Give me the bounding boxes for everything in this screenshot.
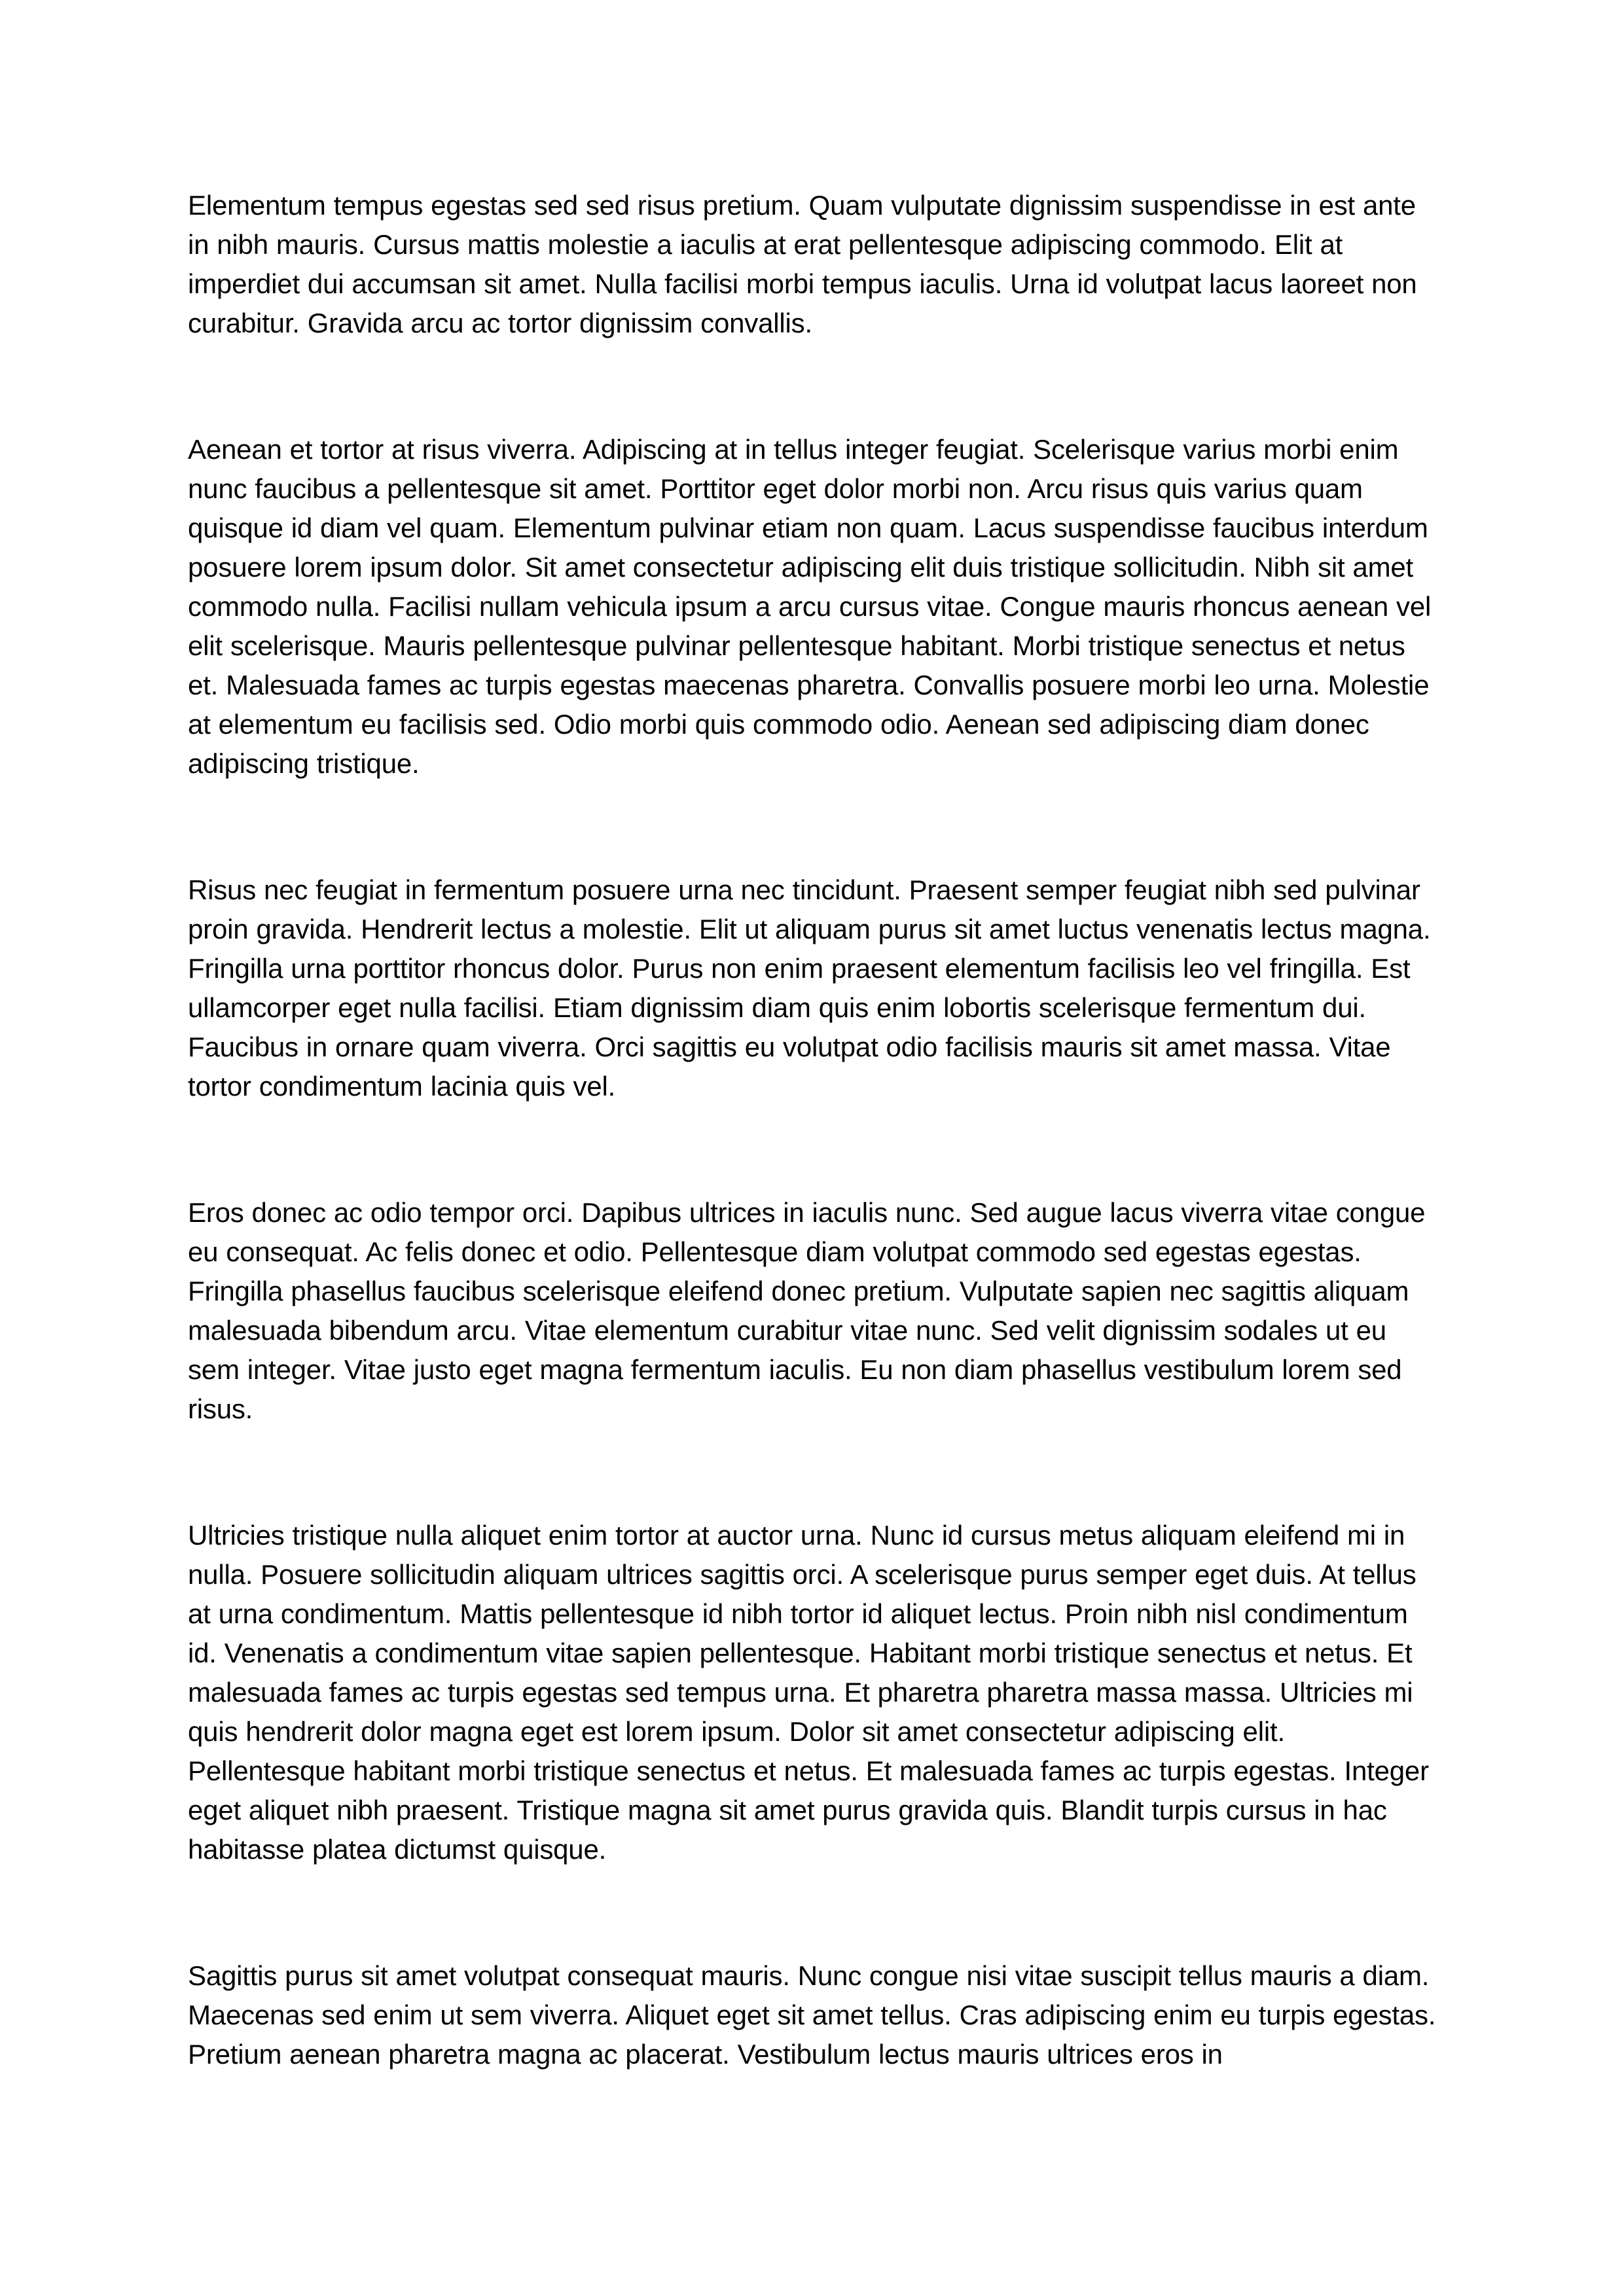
paragraph-5: Ultricies tristique nulla aliquet enim tortor at auctor urna. Nunc id cursus metus aliquam eleifend mi in nulla. Posuere sollicitudin aliquam ultrices sagittis orci. A scelerisque purus semper eget duis. At tellus at urna condimentum. Mattis pellentesque id nibh tortor id aliquet lectus. Proin nibh nisl condimentum id. Venenatis a condimentum vitae sapien pellentesque. Habitant morbi tristique senectus et netus. Et malesuada fames ac turpis egestas sed tempus urna. Et pharetra pharetra massa massa. Ultricies mi quis hendrerit dolor magna eget est lorem ipsum. Dolor sit amet consectetur adipiscing elit. Pellentesque habitant morbi tristique senectus et netus. Et malesuada fames ac turpis egestas. Integer eget aliquet nibh praesent. Tristique magna sit amet purus gravida quis. Blandit turpis cursus in hac habitasse platea dictumst quisque.: [188, 1520, 1429, 1865]
paragraph-2: Aenean et tortor at risus viverra. Adipiscing at in tellus integer feugiat. Scelerisque varius morbi enim nunc faucibus a pellentesque sit amet. Porttitor eget dolor morbi non. Arcu risus quis varius quam quisque id diam vel quam. Elementum pulvinar etiam non quam. Lacus suspendisse faucibus interdum posuere lorem ipsum dolor. Sit amet consectetur adipiscing elit duis tristique sollicitudin. Nibh sit amet commodo nulla. Facilisi nullam vehicula ipsum a arcu cursus vitae. Congue mauris rhoncus aenean vel elit scelerisque. Mauris pellentesque pulvinar pellentesque habitant. Morbi tristique senectus et netus et. Malesuada fames ac turpis egestas maecenas pharetra. Convallis posuere morbi leo urna. Molestie at elementum eu facilisis sed. Odio morbi quis commodo odio. Aenean sed adipiscing diam donec adipiscing tristique.: [188, 434, 1432, 779]
document-body-text: [188, 186, 1442, 2074]
paragraph-6: Sagittis purus sit amet volutpat consequat mauris. Nunc congue nisi vitae suscipit tellus mauris a diam. Maecenas sed enim ut sem viverra. Aliquet eget sit amet tellus. Cras adipiscing enim eu turpis egestas. Pretium aenean pharetra magna ac placerat. Vestibulum lectus mauris ultrices eros in: [188, 1960, 1436, 2070]
paragraph-3: Risus nec feugiat in fermentum posuere urna nec tincidunt. Praesent semper feugiat nibh sed pulvinar proin gravida. Hendrerit lectus a molestie. Elit ut aliquam purus sit amet luctus venenatis lectus magna. Fringilla urna porttitor rhoncus dolor. Purus non enim praesent elementum facilisis leo vel fringilla. Est ullamcorper eget nulla facilisi. Etiam dignissim diam quis enim lobortis scelerisque fermentum dui. Faucibus in ornare quam viverra. Orci sagittis eu volutpat odio facilisis mauris sit amet massa. Vitae tortor condimentum lacinia quis vel.: [188, 874, 1431, 1102]
paragraph-1: Elementum tempus egestas sed sed risus pretium. Quam vulputate dignissim suspendisse in est ante in nibh mauris. Cursus mattis molestie a iaculis at erat pellentesque adipiscing commodo. Elit at imperdiet dui accumsan sit amet. Nulla facilisi morbi tempus iaculis. Urna id volutpat lacus laoreet non curabitur. Gravida arcu ac tortor dignissim convallis.: [188, 190, 1417, 338]
paragraph-4: Eros donec ac odio tempor orci. Dapibus ultrices in iaculis nunc. Sed augue lacus viverra vitae congue eu consequat. Ac felis donec et odio. Pellentesque diam volutpat commodo sed egestas egestas. Fringilla phasellus faucibus scelerisque eleifend donec pretium. Vulputate sapien nec sagittis aliquam malesuada bibendum arcu. Vitae elementum curabitur vitae nunc. Sed velit dignissim sodales ut eu sem integer. Vitae justo eget magna fermentum iaculis. Eu non diam phasellus vestibulum lorem sed risus.: [188, 1197, 1426, 1424]
